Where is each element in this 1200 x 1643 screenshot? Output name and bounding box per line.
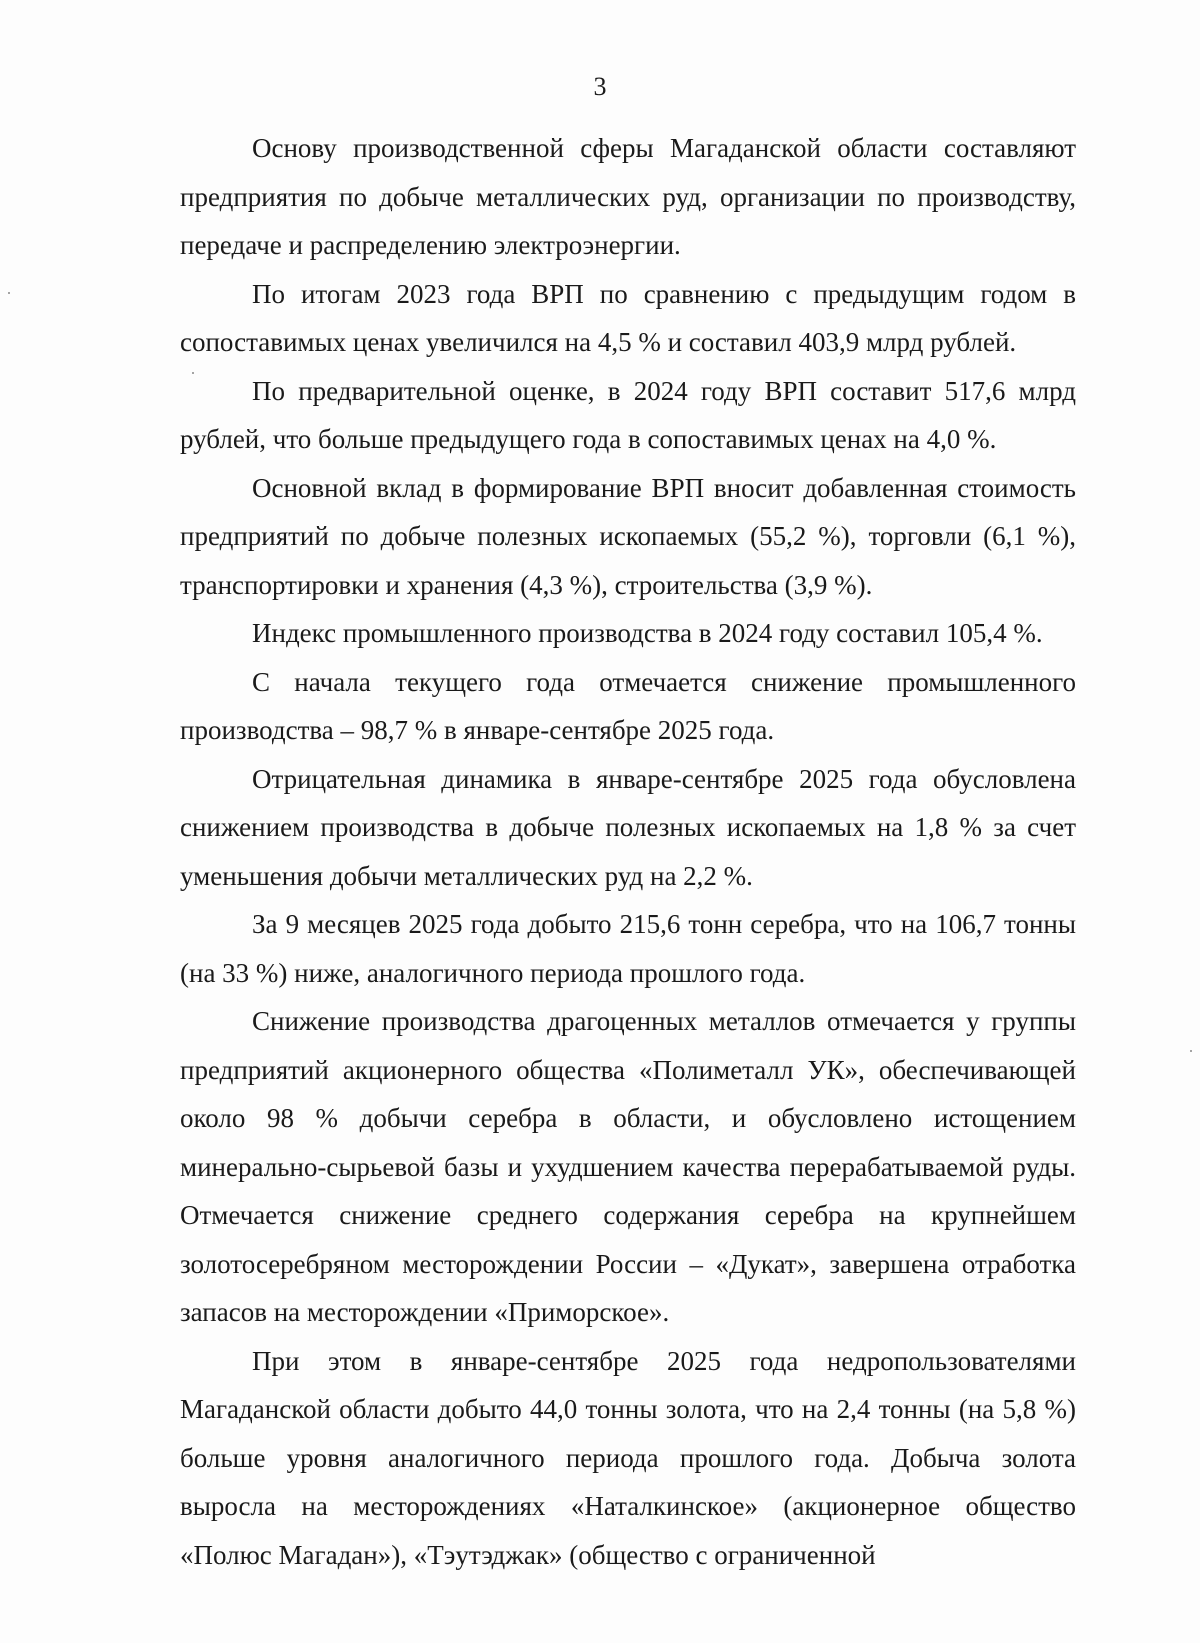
scan-artifact-dot bbox=[1190, 1050, 1192, 1052]
paragraph-negative-dynamics: Отрицательная динамика в январе-сентябре 2025 года обусловлена снижением производства в добыче полезных ископаемых на 1,8 % за счет уменьшения добычи металлических руд на 2,2 %. bbox=[180, 763, 1076, 891]
scan-artifact-dot bbox=[192, 372, 194, 374]
paragraph-precious-metals-decline: Снижение производства драгоценных металлов отмечается у группы предприятий акционерного общества «Полиметалл УК», обеспечивающей около 98 % добычи серебра в области, и обусловлено истощением минерально-сырьевой базы и ухудшением качества перерабатываемой руды. Отмечается снижение среднего содержания серебра на крупнейшем золотосеребряном месторождении России – «Дукат», завершена отработка запасов на месторождении «Приморское». bbox=[180, 1006, 1076, 1327]
paragraph-gold-output: При этом в январе-сентябре 2025 года недропользователями Магаданской области добыто 44,0 тонны золота, что на 2,4 тонны (на 5,8 %) больше уровня аналогичного периода прошлого года. Добыча золота выросла на месторождениях «Наталкинское» (акционерное общество «Полюс Магадан»), «Тэутэджак» (общество с ограниченной bbox=[180, 1345, 1076, 1570]
paragraph-grp-2024-estimate: По предварительной оценке, в 2024 году ВРП составит 517,6 млрд рублей, что больше предыдущего года в сопоставимых ценах на 4,0 %. bbox=[180, 375, 1076, 454]
paragraph-industrial-index: Индекс промышленного производства в 2024 году составил 105,4 %. bbox=[252, 618, 1043, 648]
scan-artifact-dot bbox=[8, 292, 10, 294]
paragraph-silver-output: За 9 месяцев 2025 года добыто 215,6 тонн серебра, что на 106,7 тонны (на 33 %) ниже, аналогичного периода прошлого года. bbox=[180, 909, 1076, 988]
paragraph-grp-contribution: Основной вклад в формирование ВРП вносит добавленная стоимость предприятий по добыче полезных ископаемых (55,2 %), торговли (6,1 %), транспортировки и хранения (4,3 %), строительства (3,9 %). bbox=[180, 472, 1076, 600]
page-number: 3 bbox=[593, 72, 607, 101]
paragraph-production-decline: С начала текущего года отмечается снижение промышленного производства – 98,7 % в январе-сентябре 2025 года. bbox=[180, 666, 1076, 745]
paragraph-grp-2023: По итогам 2023 года ВРП по сравнению с предыдущим годом в сопоставимых ценах увеличился на 4,5 % и составил 403,9 млрд рублей. bbox=[180, 278, 1076, 357]
paragraph-production-sphere: Основу производственной сферы Магаданской области составляют предприятия по добыче металлических руд, организации по производству, передаче и распределению электроэнергии. bbox=[180, 133, 1076, 260]
document-body bbox=[180, 124, 1076, 1579]
